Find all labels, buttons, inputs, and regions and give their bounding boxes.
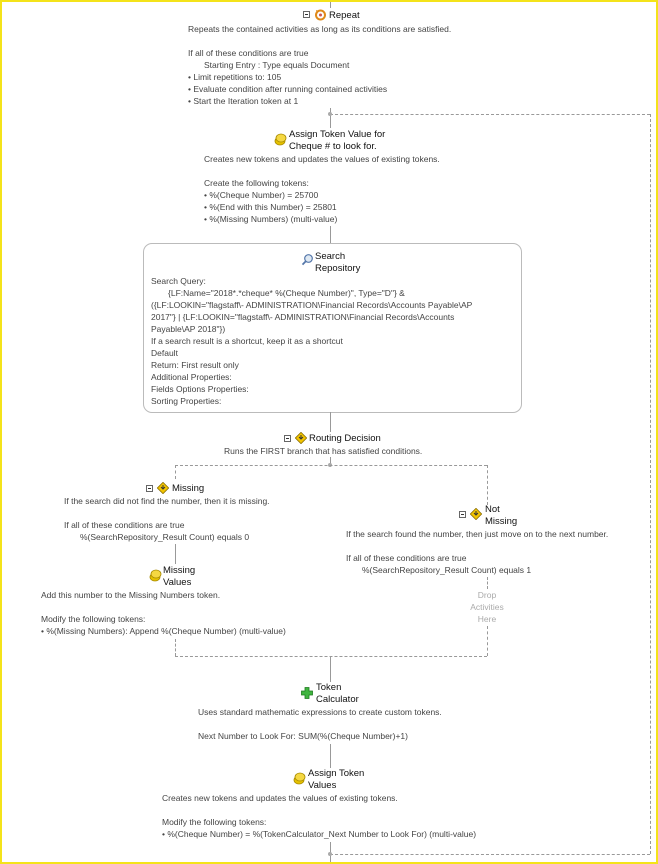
routing-decision-title[interactable]: Routing Decision [309,433,381,444]
token-item: • %(Cheque Number) = %(TokenCalculator_Next Number to Look For) (multi-value) [162,829,477,839]
not-missing-condition: %(SearchRepository_Result Count) equals 1 [362,565,532,575]
connector-dot[interactable] [328,112,332,116]
branch-right-edge [487,465,488,505]
repeat-description: Repeats the contained activities as long as its conditions are satisfied. [188,24,452,34]
missing-values-description: Add this number to the Missing Numbers token. [41,590,221,600]
repeat-container-top-edge [330,114,650,115]
not-missing-branch-collapse-toggle[interactable] [459,511,466,518]
drop-label-line2: Activities [470,602,504,612]
routing-decision-description: Runs the FIRST branch that has satisfied conditions. [224,446,423,456]
search-repository-title[interactable]: Search [315,251,346,262]
drop-label-line3: Here [477,614,497,624]
missing-conditions-header: If all of these conditions are true [64,520,185,530]
token-calculator-expression: Next Number to Look For: SUM(%(Cheque Number)+1) [198,731,408,741]
connector-top [330,2,331,8]
assign-token-values-list-header: Modify the following tokens: [162,817,267,827]
repeat-conditions-header: If all of these conditions are true [188,48,309,58]
missing-values-list-header: Modify the following tokens: [41,614,146,624]
plus-calculator-icon [301,687,313,699]
repeat-bullet: • Evaluate condition after running contained activities [188,84,388,94]
connector [330,412,331,432]
branches-top-edge [175,465,487,466]
token-calculator-title[interactable]: Token [316,682,342,693]
repeat-container-right-edge [650,114,651,854]
assign-token-list-header: Create the following tokens: [204,178,309,188]
assign-token-title-line2[interactable]: Cheque # to look for. [289,141,377,152]
repeat-bullet: • Start the Iteration token at 1 [188,96,299,106]
assign-token-values-title[interactable]: Assign Token [308,768,365,779]
search-query-label: Search Query: [151,276,206,286]
search-option: Default [151,348,178,358]
branch-left-edge [175,465,176,479]
missing-branch-collapse-toggle[interactable] [146,485,153,492]
repeat-bullet: • Limit repetitions to: 105 [188,72,282,82]
token-item: • %(End with this Number) = 25801 [204,202,337,212]
missing-branch-title[interactable]: Missing [172,483,205,494]
search-option: Return: First result only [151,360,239,370]
search-option: Fields Options Properties: [151,384,249,394]
repeat-title[interactable]: Repeat [329,10,360,21]
search-option: Additional Properties: [151,372,232,382]
search-query-line: {LF:Name="2018*.*cheque* %(Cheque Number)", Type="D"} & [168,288,405,298]
search-option: Sorting Properties: [151,396,222,406]
repeat-condition: Starting Entry : Type equals Document [204,60,350,70]
search-query-line: ({LF:LOOKIN="flagstaff\- ADMINISTRATION\Financial Records\Accounts Payable\AP [151,300,473,310]
magnifier-icon [301,253,314,266]
token-item: • %(Missing Numbers): Append %(Cheque Number) (multi-value) [41,626,286,636]
connector [330,656,331,682]
missing-values-title-line2[interactable]: Values [163,577,192,588]
token-item: • %(Cheque Number) = 25700 [204,190,319,200]
connector [330,108,331,128]
token-calculator-title-line2[interactable]: Calculator [316,694,359,705]
token-coin-icon [149,569,162,582]
branch-right-mid [487,577,488,589]
repeat-collapse-toggle[interactable] [303,11,310,18]
branch-left-bottom [175,639,176,656]
token-item: • %(Missing Numbers) (multi-value) [204,214,338,224]
token-calculator-description: Uses standard mathematic expressions to create custom tokens. [198,707,442,717]
missing-values-title[interactable]: Missing [163,565,196,576]
not-missing-branch-description: If the search found the number, then just move on to the next number. [346,529,609,539]
routing-decision-icon [295,432,307,444]
drop-activities-placeholder[interactable] [457,589,517,625]
repeat-container-bottom-edge [330,854,650,855]
missing-branch-description: If the search did not find the number, then it is missing. [64,496,270,506]
not-missing-branch-title[interactable]: Not [485,504,500,515]
connector [330,226,331,244]
branch-decision-icon [470,508,482,520]
routing-collapse-toggle[interactable] [284,435,291,442]
repeat-loop-icon [314,8,327,21]
search-option: If a search result is a shortcut, keep it as a shortcut [151,336,343,346]
branches-bottom-edge [175,656,487,657]
branch-right-bottom [487,626,488,656]
missing-condition: %(SearchRepository_Result Count) equals 0 [80,532,250,542]
assign-token-title[interactable]: Assign Token Value for [289,129,386,140]
search-query-line: 2017"} | {LF:LOOKIN="flagstaff\- ADMINISTRATION\Financial Records\Accounts [151,312,455,322]
token-coin-icon [293,772,306,785]
search-repository-title-line2[interactable]: Repository [315,263,361,274]
connector-dot[interactable] [328,852,332,856]
assign-token-values-title-line2[interactable]: Values [308,780,337,791]
drop-label-line1: Drop [477,590,497,600]
assign-token-values-description: Creates new tokens and updates the values of existing tokens. [162,793,398,803]
assign-token-description: Creates new tokens and updates the values of existing tokens. [204,154,440,164]
search-query-line: Payable\AP 2018"}) [151,324,226,334]
connector [330,744,331,768]
not-missing-branch-title-line2[interactable]: Missing [485,516,518,527]
connector [175,544,176,564]
branch-decision-icon [157,482,169,494]
token-coin-icon [274,133,287,146]
not-missing-conditions-header: If all of these conditions are true [346,553,467,563]
